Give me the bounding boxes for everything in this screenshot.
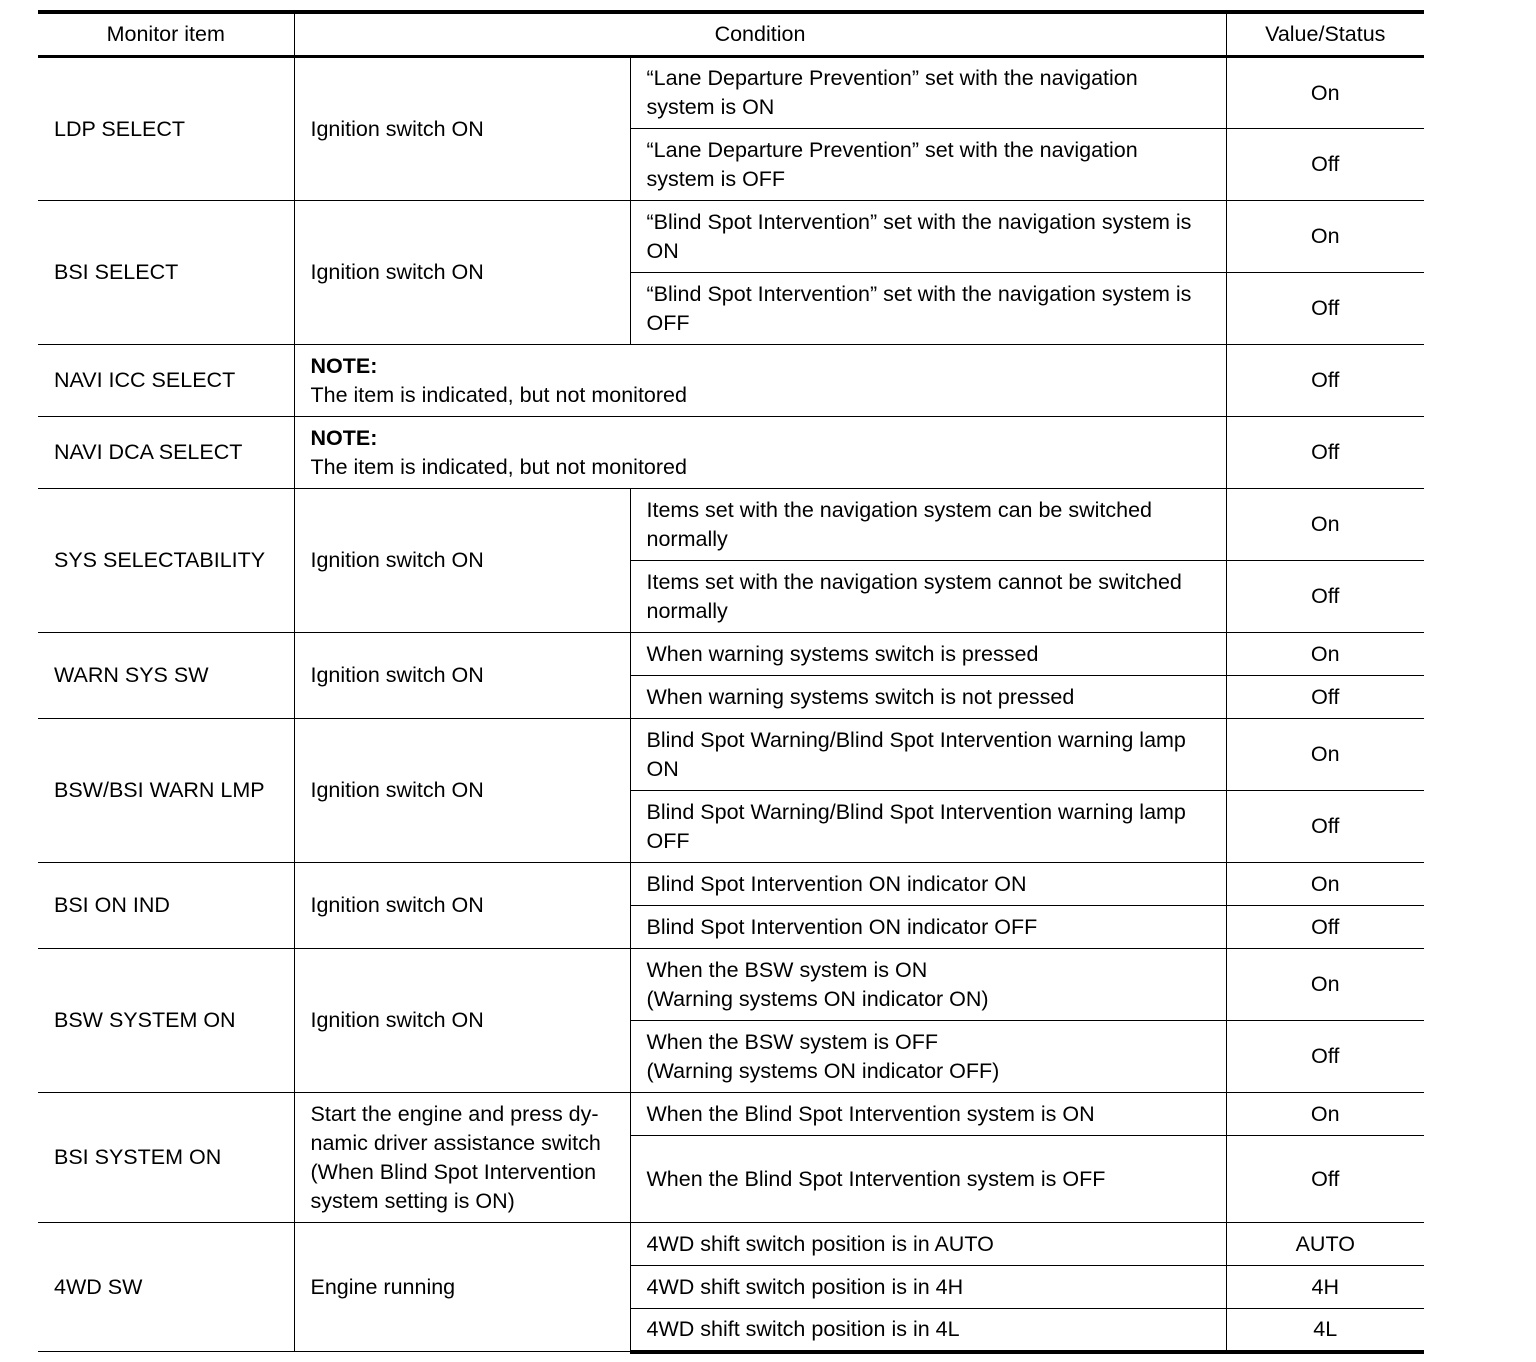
sub-condition-cell bbox=[630, 1021, 1226, 1093]
condition-cell: Ignition switch ON bbox=[294, 201, 630, 345]
value-cell: On bbox=[1226, 719, 1424, 791]
value-cell: On bbox=[1226, 57, 1424, 129]
monitor-item-cell: BSW SYSTEM ON bbox=[38, 949, 294, 1093]
sub-condition-cell: Blind Spot Intervention ON indicator OFF bbox=[630, 906, 1226, 949]
value-cell: On bbox=[1226, 863, 1424, 906]
condition-cell: Ignition switch ON bbox=[294, 57, 630, 201]
sub-condition-cell: When the Blind Spot Intervention system is ON bbox=[630, 1093, 1226, 1136]
header-condition: Condition bbox=[294, 12, 1226, 57]
value-cell: On bbox=[1226, 489, 1424, 561]
note-text: The item is indicated, but not monitored bbox=[310, 454, 687, 479]
monitor-item-cell: 4WD SW bbox=[38, 1223, 294, 1352]
monitor-item-cell: LDP SELECT bbox=[38, 57, 294, 201]
monitor-item-cell: NAVI ICC SELECT bbox=[38, 345, 294, 417]
note-text: The item is indicated, but not monitored bbox=[310, 382, 687, 407]
table-row bbox=[38, 719, 1424, 791]
monitor-item-cell: SYS SELECTABILITY bbox=[38, 489, 294, 633]
sub-condition-cell: When warning systems switch is not pressed bbox=[630, 676, 1226, 719]
table-row bbox=[38, 1093, 1424, 1136]
value-cell: On bbox=[1226, 201, 1424, 273]
table-row bbox=[38, 1223, 1424, 1266]
sub-condition-cell bbox=[630, 949, 1226, 1021]
table-row bbox=[38, 949, 1424, 1021]
value-cell: AUTO bbox=[1226, 1223, 1424, 1266]
sub-condition-line: (Warning systems ON indicator OFF) bbox=[646, 1058, 1000, 1083]
sub-condition-cell: 4WD shift switch position is in 4L bbox=[630, 1309, 1226, 1352]
table-row bbox=[38, 57, 1424, 129]
monitor-item-cell: NAVI DCA SELECT bbox=[38, 417, 294, 489]
value-cell: 4L bbox=[1226, 1309, 1424, 1352]
condition-cell: Ignition switch ON bbox=[294, 489, 630, 633]
sub-condition-line: When the BSW system is OFF bbox=[646, 1029, 938, 1054]
sub-condition-cell: When the Blind Spot Intervention system is OFF bbox=[630, 1136, 1226, 1223]
value-cell: On bbox=[1226, 633, 1424, 676]
table-row bbox=[38, 863, 1424, 906]
sub-condition-cell: “Lane Departure Prevention” set with the navigation system is ON bbox=[630, 57, 1226, 129]
sub-condition-cell: Blind Spot Warning/Blind Spot Intervention warning lamp OFF bbox=[630, 791, 1226, 863]
sub-condition-line: (Warning systems ON indicator ON) bbox=[646, 986, 989, 1011]
monitor-item-table bbox=[38, 10, 1424, 1354]
value-cell: On bbox=[1226, 1093, 1424, 1136]
value-cell: Off bbox=[1226, 1136, 1424, 1223]
condition-cell: Start the engine and press dy-namic driver assistance switch (When Blind Spot Intervention system setting is ON) bbox=[294, 1093, 630, 1223]
note-label: NOTE: bbox=[310, 425, 378, 450]
condition-cell: Ignition switch ON bbox=[294, 863, 630, 949]
sub-condition-cell: Items set with the navigation system cannot be switched normally bbox=[630, 561, 1226, 633]
sub-condition-cell: “Blind Spot Intervention” set with the navigation system is ON bbox=[630, 201, 1226, 273]
value-cell: Off bbox=[1226, 791, 1424, 863]
header-monitor-item: Monitor item bbox=[38, 12, 294, 57]
sub-condition-cell: “Blind Spot Intervention” set with the navigation system is OFF bbox=[630, 273, 1226, 345]
value-cell: Off bbox=[1226, 676, 1424, 719]
value-cell: Off bbox=[1226, 273, 1424, 345]
table-row bbox=[38, 633, 1424, 676]
value-cell: Off bbox=[1226, 906, 1424, 949]
sub-condition-cell: Blind Spot Intervention ON indicator ON bbox=[630, 863, 1226, 906]
header-value-status: Value/Status bbox=[1226, 12, 1424, 57]
sub-condition-line: When the BSW system is ON bbox=[646, 957, 928, 982]
table-row bbox=[38, 489, 1424, 561]
monitor-item-cell: WARN SYS SW bbox=[38, 633, 294, 719]
value-cell: Off bbox=[1226, 561, 1424, 633]
header-row bbox=[38, 12, 1424, 57]
value-cell: Off bbox=[1226, 1021, 1424, 1093]
sub-condition-cell: Blind Spot Warning/Blind Spot Intervention warning lamp ON bbox=[630, 719, 1226, 791]
value-cell: On bbox=[1226, 949, 1424, 1021]
condition-cell: Ignition switch ON bbox=[294, 719, 630, 863]
value-cell: 4H bbox=[1226, 1266, 1424, 1309]
monitor-item-cell: BSI ON IND bbox=[38, 863, 294, 949]
sub-condition-cell: When warning systems switch is pressed bbox=[630, 633, 1226, 676]
table-row bbox=[38, 201, 1424, 273]
sub-condition-cell: 4WD shift switch position is in AUTO bbox=[630, 1223, 1226, 1266]
note-cell bbox=[294, 417, 1226, 489]
value-cell: Off bbox=[1226, 417, 1424, 489]
condition-cell: Ignition switch ON bbox=[294, 633, 630, 719]
note-label: NOTE: bbox=[310, 353, 378, 378]
value-cell: Off bbox=[1226, 129, 1424, 201]
sub-condition-cell: Items set with the navigation system can be switched normally bbox=[630, 489, 1226, 561]
table-row bbox=[38, 417, 1424, 489]
condition-cell: Ignition switch ON bbox=[294, 949, 630, 1093]
sub-condition-cell: 4WD shift switch position is in 4H bbox=[630, 1266, 1226, 1309]
monitor-item-cell: BSW/BSI WARN LMP bbox=[38, 719, 294, 863]
value-cell: Off bbox=[1226, 345, 1424, 417]
condition-cell: Engine running bbox=[294, 1223, 630, 1352]
table-row bbox=[38, 345, 1424, 417]
sub-condition-cell: “Lane Departure Prevention” set with the navigation system is OFF bbox=[630, 129, 1226, 201]
note-cell bbox=[294, 345, 1226, 417]
monitor-item-cell: BSI SELECT bbox=[38, 201, 294, 345]
monitor-item-cell: BSI SYSTEM ON bbox=[38, 1093, 294, 1223]
